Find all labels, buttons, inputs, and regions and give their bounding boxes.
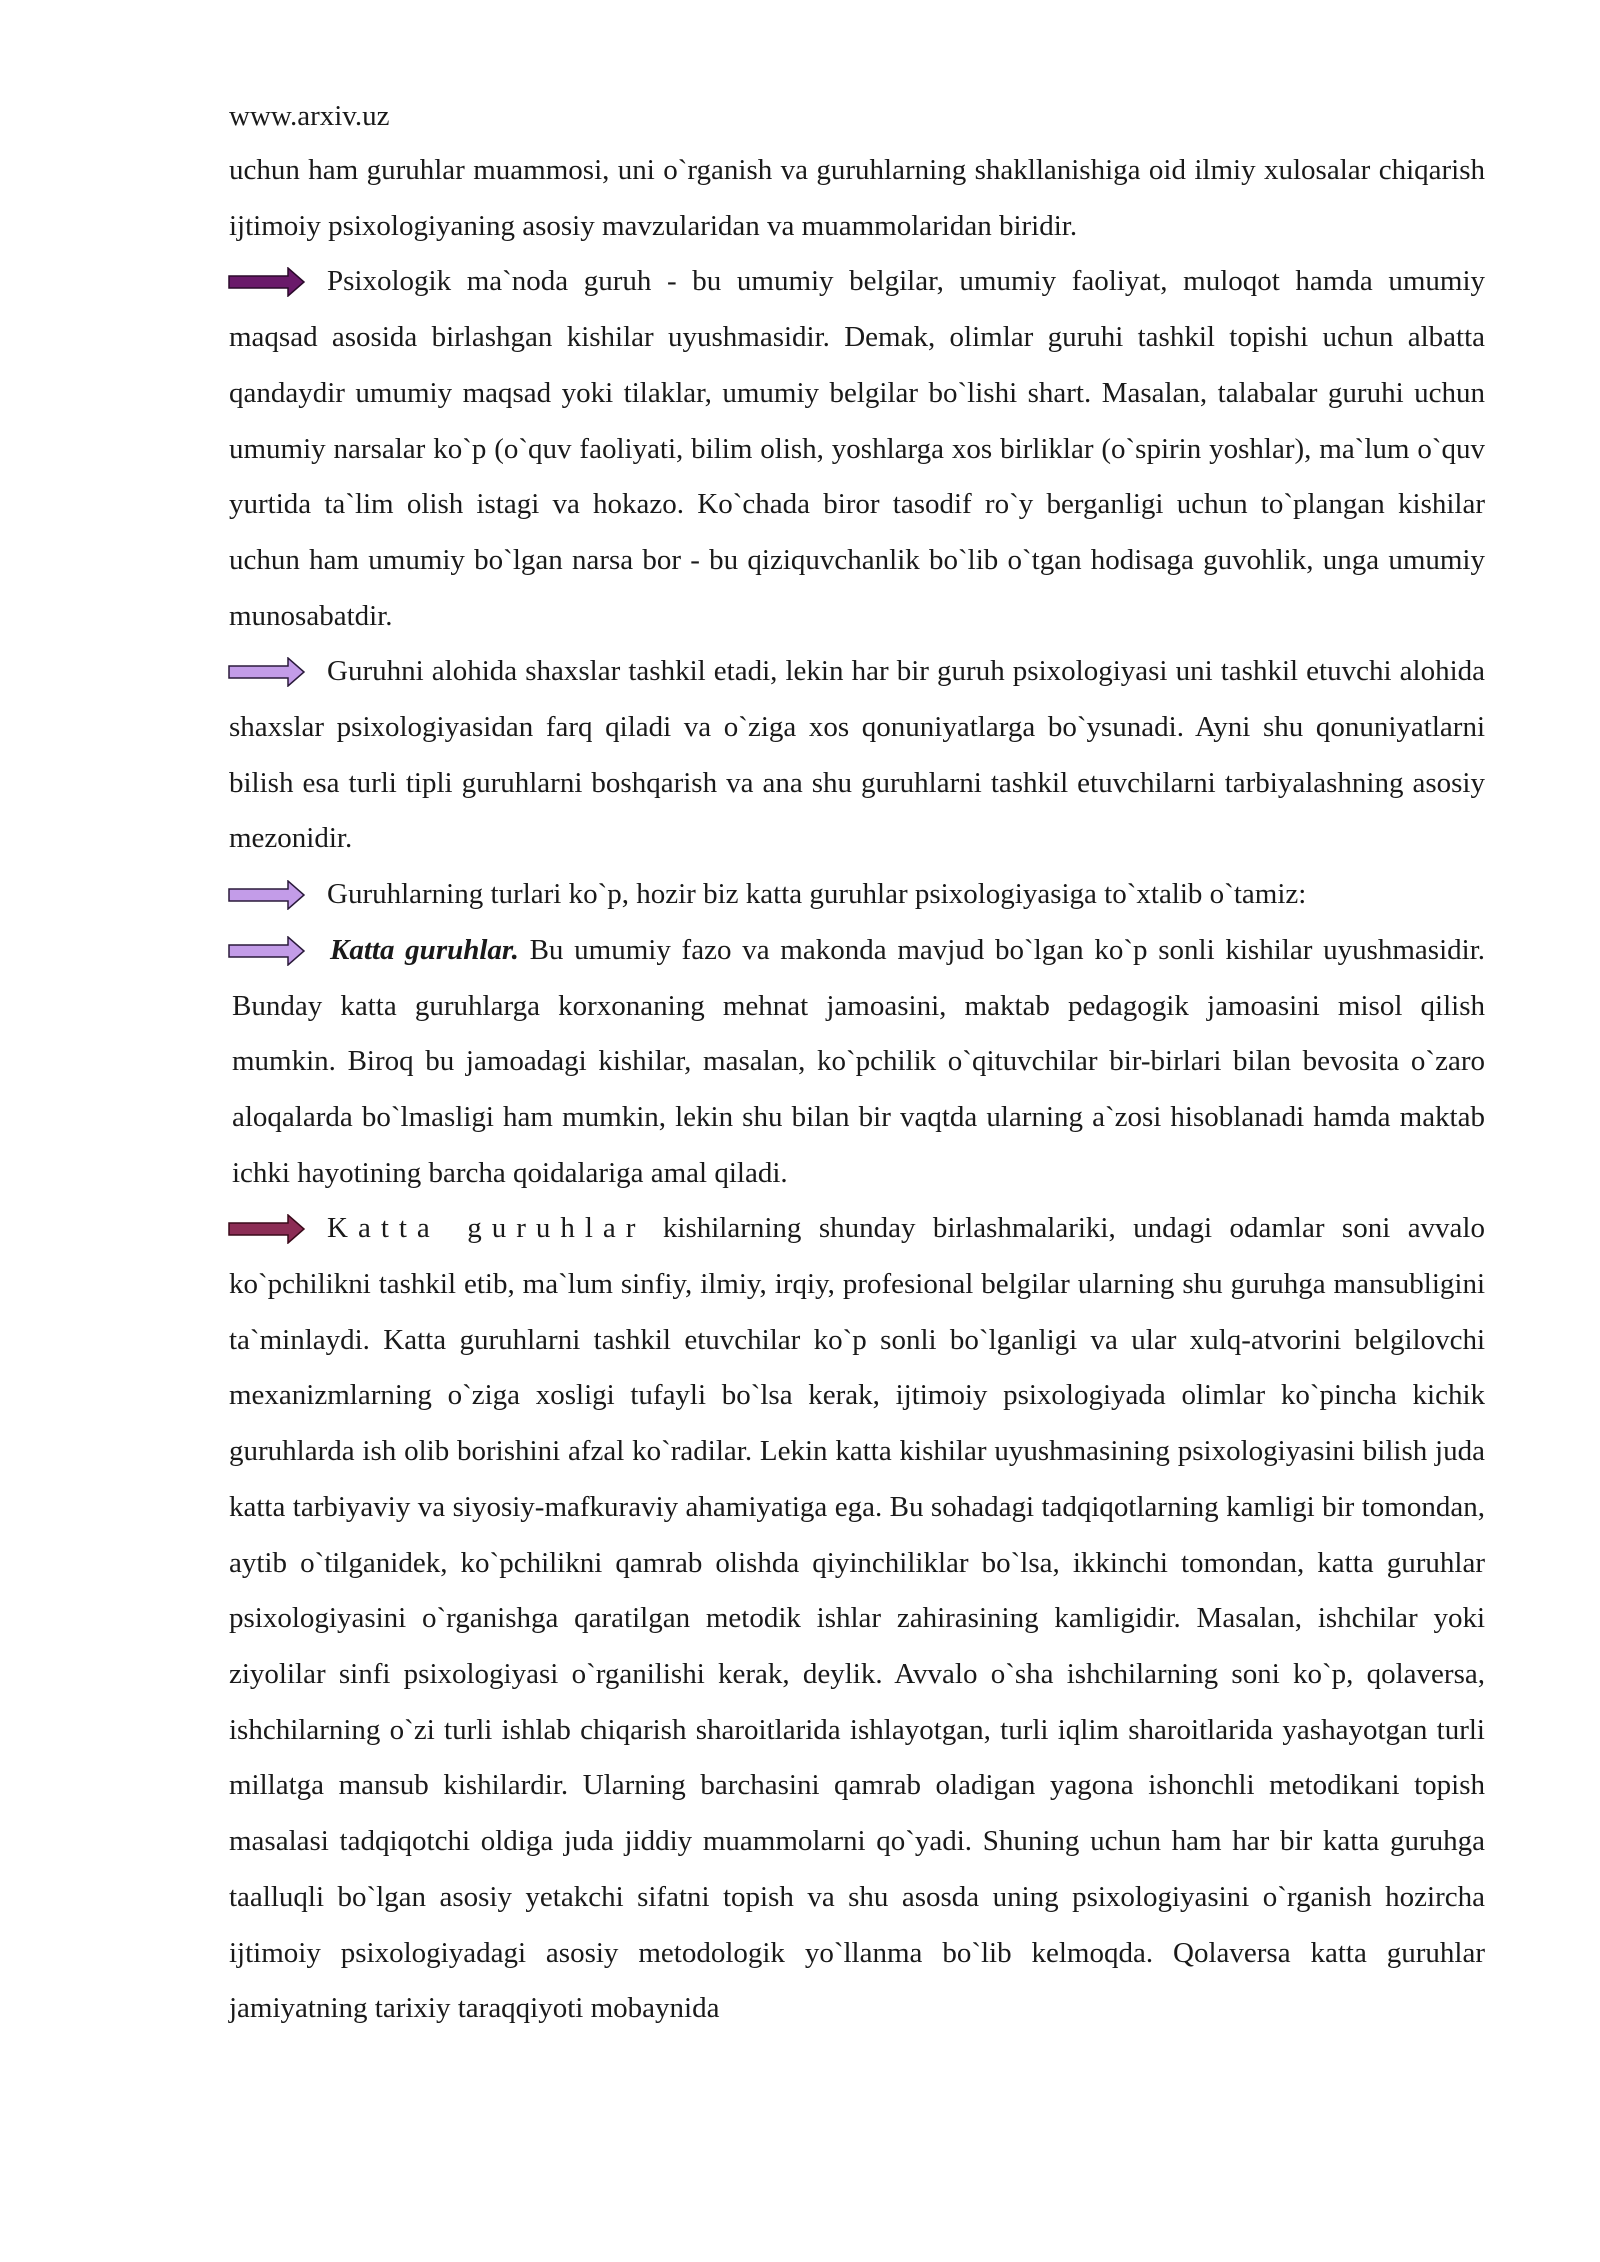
paragraph-3: Guruhni alohida shaxslar tashkil etadi, lekin har bir guruh psixologiyasi uni tashkil etuvchi alohida shaxslar psixologiyasidan farq qiladi va o`ziga xos qonuniyatlarga bo`ysunadi. Ayni shu qonuniyatlarni bilish esa turli tipli guruhlarni boshqarish va ana shu guruhlarni tashkil etuvchilarni tarbiyalashning asosiy mezonidir. [229, 655, 1485, 855]
site-url: www.arxiv.uz [229, 100, 390, 132]
paragraph-3-block [229, 644, 1485, 867]
paragraph-1: uchun ham guruhlar muammosi, uni o`rganish va guruhlarning shakllanishiga oid ilmiy xulosalar chiqarish ijtimoiy psixologiyaning asosiy mavzularidan va muammolaridan biridir. [229, 154, 1485, 242]
paragraph-6-block [229, 1201, 1485, 2037]
paragraph-4: Guruhlarning turlari ko`p, hozir biz katta guruhlar psixologiyasiga to`xtalib o`tamiz: [327, 878, 1307, 911]
paragraph-2: Psixologik ma`noda guruh - bu umumiy belgilar, umumiy faoliyat, muloqot hamda umumiy maqsad asosida birlashgan kishilar uyushmasidir. Demak, olimlar guruhi tashkil topishi uchun albatta qandaydir umumiy maqsad yoki tilaklar, umumiy belgilar bo`lishi shart. Masalan, talabalar guruhi uchun umumiy narsalar ko`p (o`quv faoliyati, bilim olish, yoshlarga xos birliklar (o`spirin yoshlar), ma`lum o`quv yurtida ta`lim olish istagi va hokazo. Ko`chada biror tasodif ro`y berganligi uchun to`plangan kishilar uchun ham umumiy bo`lgan narsa bor - bu qiziquvchanlik bo`lib o`tgan hodisaga guvohlik, unga umumiy munosabatdir. [229, 265, 1485, 632]
arrow-right-icon [228, 867, 306, 922]
arrow-right-icon [228, 923, 306, 978]
paragraph-6-text: kishilarning shunday birlashmalariki, undagi odamlar soni avvalo ko`pchilikni tashkil etib, ma`lum sinfiy, ilmiy, irqiy, profesional belgilar ularning shu guruhga mansubligini ta`minlaydi. Katta guruhlarni tashkil etuvchilar ko`p sonli bo`lganligi va ular xulq-atvorini belgilovchi mexanizmlarning o`ziga xosligi tufayli bo`lsa kerak, ijtimoiy psixologiyada olimlar ko`pincha kichik guruhlarda ish olib borishini afzal ko`radilar. Lekin katta kishilar uyushmasining psixologiyasini bilish juda katta tarbiyaviy va siyosiy-mafkuraviy ahamiyatiga ega. Bu sohadagi tadqiqotlarning kamligi bir tomondan, aytib o`tilganidek, ko`pchilikni qamrab olishda qiyinchiliklar bo`lsa, ikkinchi tomondan, katta guruhlar psixologiyasini o`rganishga qaratilgan metodik ishlar zahirasining kamligidir. Masalan, ishchilar yoki ziyolilar sinfi psixologiyasi o`rganilishi kerak, deylik. Avvalo o`sha ishchilarning soni ko`p, qolaversa, ishchilarning o`zi turli ishlab chiqarish sharoitlarida ishlayotgan, turli iqlim sharoitlarida yashayotgan turli millatga mansub kishilardir. Ularning barchasini qamrab oladigan yagona ishonchli metodikani topish masalasi tadqiqotchi oldiga juda jiddiy muammolarni qo`yadi. Shuning uchun ham har bir katta guruhga taalluqli bo`lgan asosiy yetakchi sifatni topish va shu asosda uning psixologiyasini o`rganish hozircha ijtimoiy psixologiyadagi asosiy metodologik yo`llanma bo`lib kelmoqda. Qolaversa katta guruhlar jamiyatning tarixiy taraqqiyoti mobaynida [229, 1212, 1485, 2025]
term-katta-guruhlar: Katta guruhlar. [330, 933, 519, 966]
paragraph-2-block [229, 254, 1485, 644]
term-katta-guruhlar-spaced: Katta guruhlar [327, 1212, 646, 1245]
paragraph-5-block [229, 923, 1485, 1202]
arrow-right-icon [228, 644, 306, 699]
paragraph-4-block [229, 867, 1485, 923]
paragraph-5-text: Bu umumiy fazo va makonda mavjud bo`lgan ko`p sonli kishilar uyushmasidir. Bunday katta guruhlarga korxonaning mehnat jamoasini, maktab pedagogik jamoasini misol qilish mumkin. Biroq bu jamoadagi kishilar, masalan, ko`pchilik o`qituvchilar bir-birlari bilan bevosita o`zaro aloqalarda bo`lmasligi ham mumkin, lekin shu bilan bir vaqtda ularning a`zosi hisoblanadi hamda maktab ichki hayotining barcha qoidalariga amal qiladi. [232, 933, 1486, 1189]
arrow-right-icon [228, 1201, 306, 1256]
document-body [229, 143, 1485, 2037]
paragraph-6 [229, 1201, 1485, 2037]
arrow-right-icon [228, 254, 306, 309]
paragraph-5 [232, 923, 1485, 1202]
